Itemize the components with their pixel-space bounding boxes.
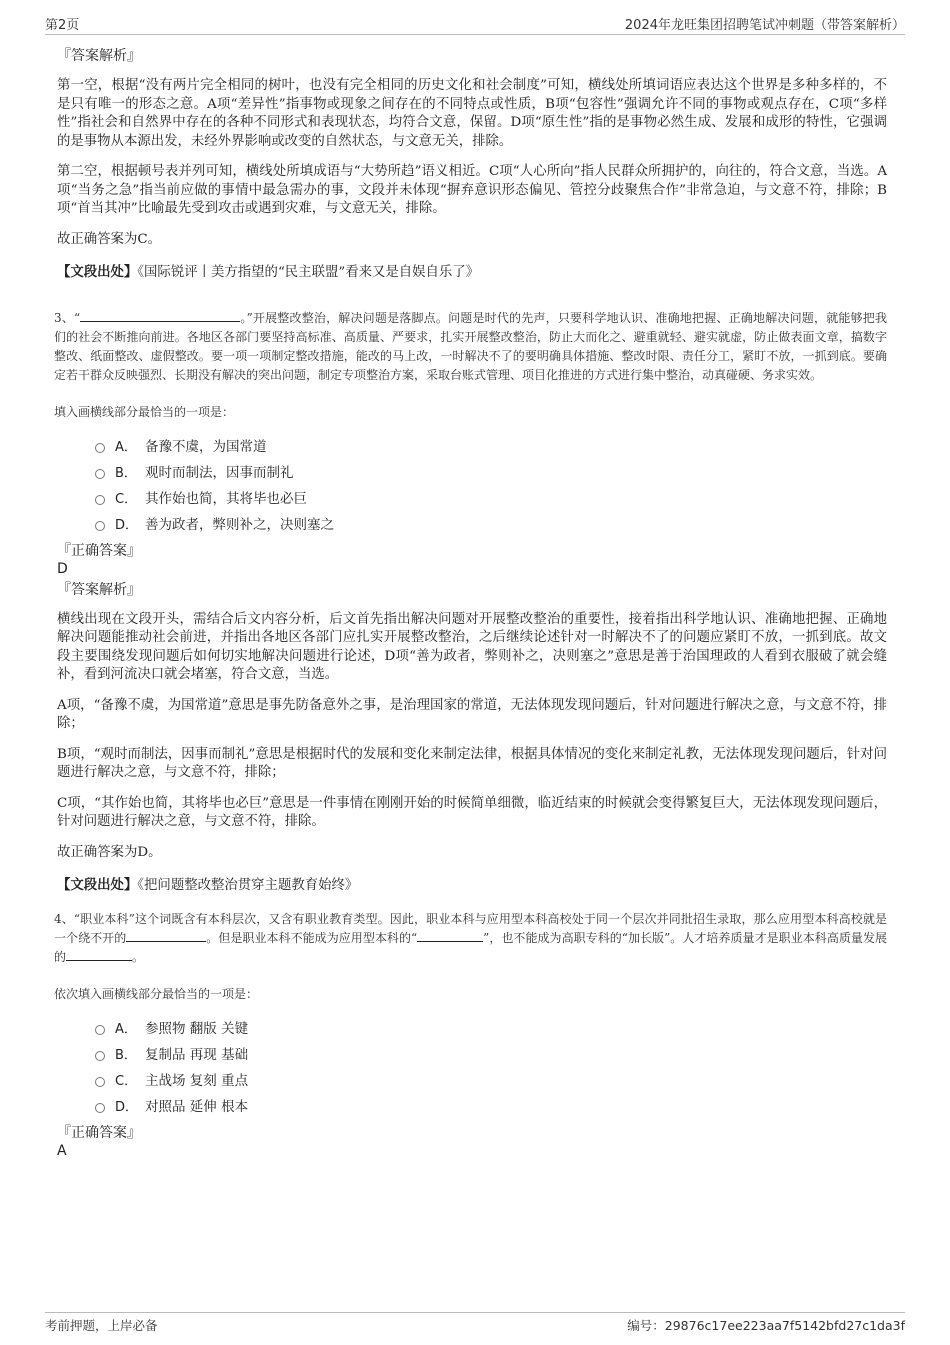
q2-source <box>57 263 887 283</box>
q3-analysis-para-3: B项，“观时而制法，因事而制礼”意思是根据时代的发展和变化来制定法律，根据具体情况的变化来制定礼教，无法体现发现问题后，针对问题进行解决之意，与文意不符，排除； <box>57 746 887 780</box>
q4-blank-2 <box>417 929 483 942</box>
option-text: 主战场 复刻 重点 <box>145 1072 249 1089</box>
q4-text-1: 4、“职业本科”这个词既含有本科层次，又含有职业教育类型。因此，职业本科与应用型本科高校处于同一个层次并同批招生录取，那么应用型本科高校就是一个绕不开的 <box>54 911 887 945</box>
option-letter: B． <box>115 1047 137 1063</box>
q3-text: 。”开展整改整治，解决问题是落脚点。问题是时代的先声，只要科学地认识、准确地把握、正确地解决问题，就能够把我们的社会不断推向前进。各地区各部门要坚持高标准、高质量、严要求，扎实开展整改整治，防止大而化之、避重就轻、避实就虚，防止做表面文章，搞数字整改、纸面整改、虚假整改。要一项一项制定整改措施，能改的马上改，一时解决不了的要明确具体措施、整改时限、责任分工，紧盯不放，一抓到底。要确定若干群众反映强烈、长期没有解决的突出问题，制定专项整治方案，采取台账式管理、项目化推进的方式进行集中整治，动真碰硬、务求实效。 <box>54 310 887 382</box>
q3-stem <box>54 309 887 385</box>
q3-analysis-para-2: A项，“备豫不虞，为国常道”意思是事先防备意外之事，是治理国家的常道，无法体现发现问题后，针对问题进行解决之意，与文意不符，排除； <box>57 697 887 731</box>
q4-option-c[interactable] <box>95 1068 887 1094</box>
q3-source-title: 《把问题整改整治贯穿主题教育始终》 <box>137 878 359 893</box>
option-text: 其作始也简，其将毕也必巨 <box>145 490 307 507</box>
option-text: 备豫不虞，为国常道 <box>145 438 267 455</box>
q3-number: 3、“ <box>54 310 81 325</box>
q4-blank-3 <box>66 948 132 961</box>
document-title: 2024年龙旺集团招聘笔试冲刺题（带答案解析） <box>624 18 905 33</box>
q4-text-2: 。但是职业本科不能成为应用型本科的“ <box>206 930 418 945</box>
q2-analysis-para-1: 第一空，根据“没有两片完全相同的树叶，也没有完全相同的历史文化和社会制度”可知，横线处所填词语应表达这个世界是多种多样的，不是只有唯一的形态之意。A项“差异性”指事物或现象之间存在的不同特点或性质，B项“包容性”强调允许不同的事物或观点存在，C项“多样性”指社会和自然界中存在的各种不同形式和表现状态，均符合文意，保留。D项“原生性”指的是事物必然生成、发展和成形的特性，它强调的是事物从本源出发，未经外界影响或改变的自然状态，与文意无关，排除。 <box>57 78 887 149</box>
radio-icon[interactable] <box>95 521 105 531</box>
radio-icon[interactable] <box>95 443 105 453</box>
q4-options <box>95 1016 887 1120</box>
q3-instruction: 填入画横线部分最恰当的一项是： <box>54 404 235 419</box>
option-text: 参照物 翻版 关键 <box>145 1020 249 1037</box>
option-letter: C． <box>115 491 138 507</box>
q4-option-b[interactable] <box>95 1042 887 1068</box>
q4-option-a[interactable] <box>95 1016 887 1042</box>
q3-analysis-para-4: C项，“其作始也简，其将毕也必巨”意思是一件事情在刚刚开始的时候简单细微，临近结束的时候就会变得繁复巨大，无法体现发现问题后，针对问题进行解决之意，与文意不符，排除。 <box>57 795 887 829</box>
footer-slogan: 考前押题，上岸必备 <box>45 1318 158 1333</box>
q4-text-4: 。 <box>132 949 145 964</box>
page-footer <box>45 1312 905 1335</box>
option-letter: A． <box>115 1021 137 1037</box>
option-letter: D． <box>115 1099 139 1115</box>
radio-icon[interactable] <box>95 1103 105 1113</box>
q4-option-d[interactable] <box>95 1094 887 1120</box>
option-text: 对照品 延伸 根本 <box>145 1098 249 1115</box>
option-text: 善为政者，弊则补之，决则塞之 <box>145 516 334 533</box>
q3-source-label: 【文段出处】 <box>57 877 138 893</box>
q3-conclusion: 故正确答案为D。 <box>57 844 162 860</box>
q2-conclusion: 故正确答案为C。 <box>57 231 161 247</box>
q3-analysis-para-1: 横线出现在文段开头，需结合后文内容分析，后文首先指出解决问题对开展整改整治的重要性，接着指出科学地认识、准确地把握、正确地解决问题能推动社会前进，并指出各地区各部门应扎实开展整改整治，之后继续论述针对一时解决不了的问题应紧盯不放，一抓到底。故文段主要围绕发现问题后如何切实地解决问题进行论述，D项“善为政者，弊则补之，决则塞之”意思是善于治国理政的人看到衣服破了就会缝补，看到河流决口就会堵塞，符合文意，当选。 <box>57 611 887 682</box>
q4-answer-value: A <box>57 1142 67 1159</box>
option-letter: A． <box>115 439 137 455</box>
option-letter: B． <box>115 465 137 481</box>
option-text: 复制品 再现 基础 <box>145 1046 249 1063</box>
q3-answer-label: 『正确答案』 <box>57 542 141 559</box>
q2-source-label: 【文段出处】 <box>57 264 138 280</box>
q3-option-d[interactable] <box>95 512 887 538</box>
q2-analysis-label: 『答案解析』 <box>57 48 141 64</box>
q2-source-title: 《国际锐评丨美方指望的“民主联盟”看来又是自娱自乐了》 <box>137 265 480 280</box>
footer-serial: 编号：29876c17ee223aa7f5142bfd27c1da3f <box>627 1318 905 1333</box>
main-content <box>54 46 887 1160</box>
q3-answer-value: D <box>57 560 68 577</box>
q3-option-b[interactable] <box>95 460 887 486</box>
q4-text-3: ”，也不能成为高职专科的“加长版”。人才培养质量才是职业本科高质量发展的 <box>54 930 887 964</box>
page-header <box>45 14 905 35</box>
q3-option-c[interactable] <box>95 486 887 512</box>
option-letter: C． <box>115 1073 138 1089</box>
q3-options <box>95 434 887 538</box>
q2-analysis-para-2: 第二空，根据顿号表并列可知，横线处所填成语与“大势所趋”语义相近。C项“人心所向”指人民群众所拥护的，向往的，符合文意，当选。A项“当务之急”指当前应做的事情中最急需办的事，文段并未体现“摒弃意识形态偏见、管控分歧聚焦合作”非常急迫，与文意不符，排除；B项“首当其冲”比喻最先受到攻击或遇到灾难，与文意无关，排除。 <box>57 164 887 216</box>
q3-analysis-label: 『答案解析』 <box>57 581 141 598</box>
radio-icon[interactable] <box>95 1025 105 1035</box>
option-letter: D． <box>115 517 139 533</box>
q3-option-a[interactable] <box>95 434 887 460</box>
radio-icon[interactable] <box>95 1077 105 1087</box>
radio-icon[interactable] <box>95 1051 105 1061</box>
page-number: 第2页 <box>45 18 80 33</box>
q3-source <box>57 876 887 896</box>
q4-answer-label: 『正确答案』 <box>57 1124 141 1141</box>
q4-instruction: 依次填入画横线部分最恰当的一项是： <box>54 986 259 1001</box>
q3-blank <box>80 309 240 322</box>
q4-stem <box>54 910 887 967</box>
q4-blank-1 <box>126 929 206 942</box>
radio-icon[interactable] <box>95 469 105 479</box>
radio-icon[interactable] <box>95 495 105 505</box>
option-text: 观时而制法，因事而制礼 <box>145 464 294 481</box>
